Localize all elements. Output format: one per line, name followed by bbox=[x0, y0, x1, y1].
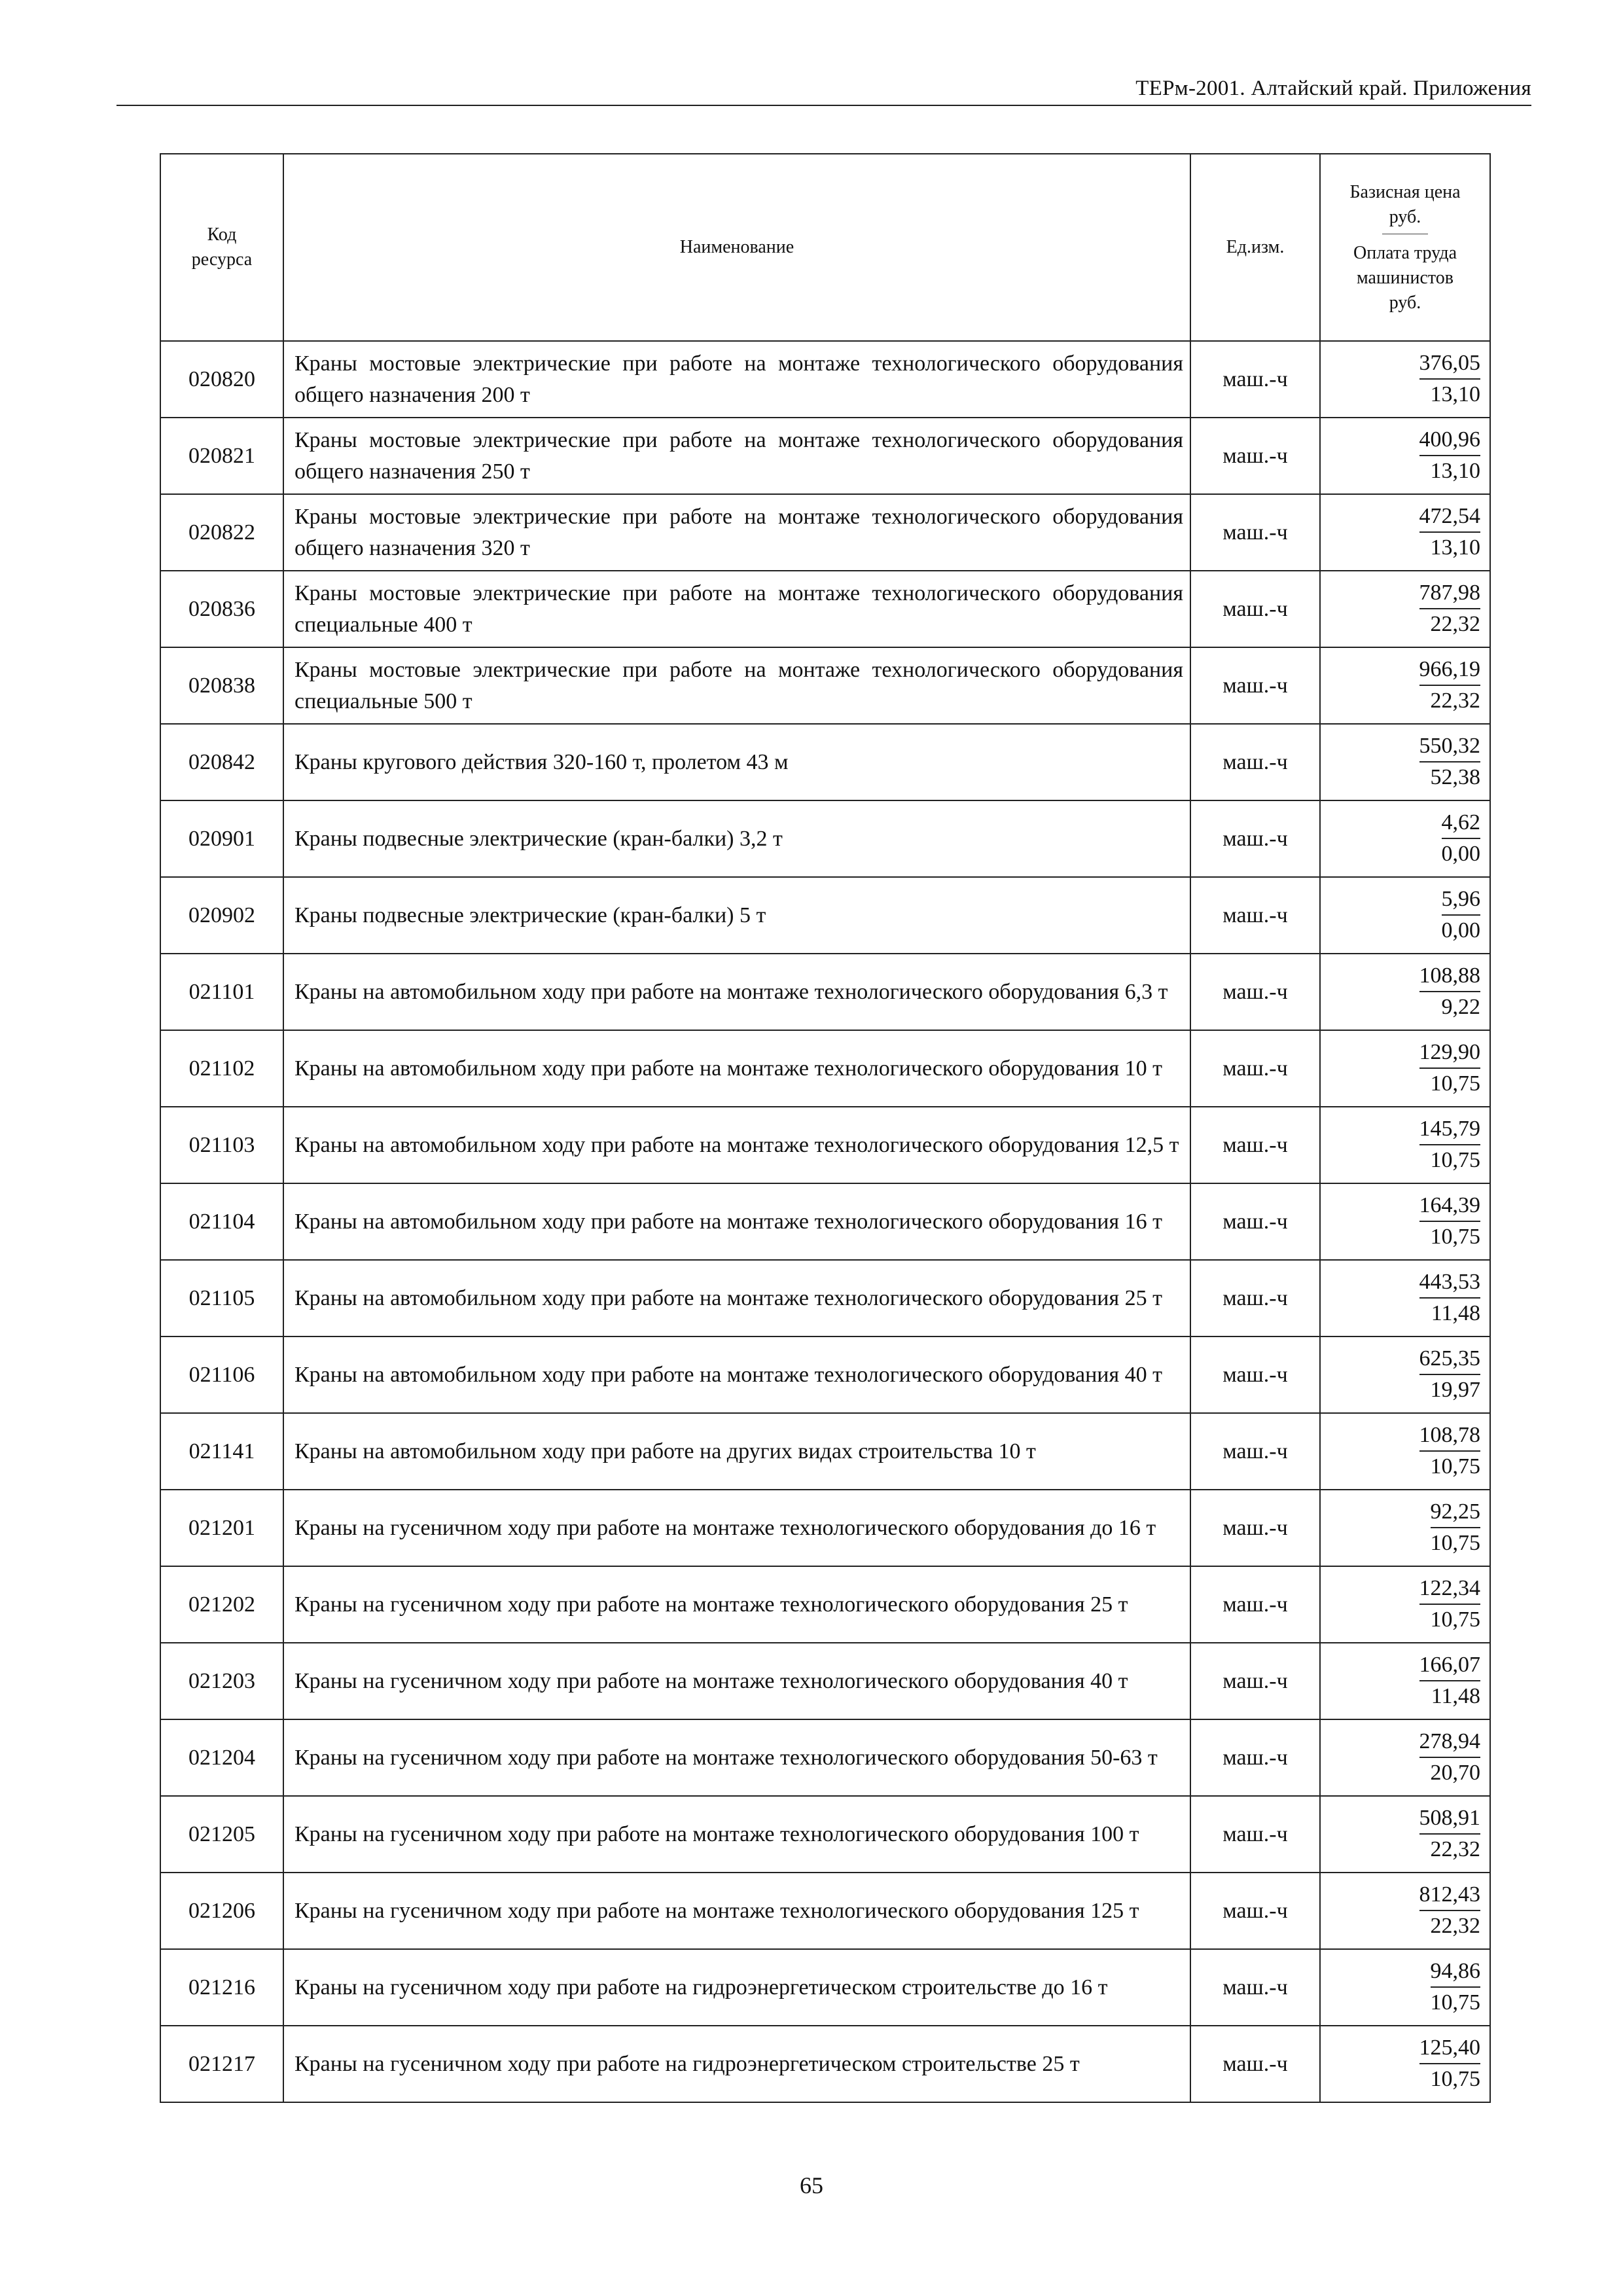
base-price: 5,96 bbox=[1442, 884, 1481, 916]
resource-name: Краны на гусеничном ходу при работе на монтаже технологического оборудования 40 т bbox=[283, 1643, 1190, 1719]
resource-name: Краны подвесные электрические (кран-балки) 5 т bbox=[283, 877, 1190, 954]
operator-wage: 10,75 bbox=[1430, 2067, 1480, 2091]
table-row bbox=[160, 494, 1490, 571]
price-fraction bbox=[1431, 1497, 1481, 1558]
operator-wage: 0,00 bbox=[1441, 842, 1480, 866]
resource-unit: маш.-ч bbox=[1190, 1336, 1320, 1413]
base-price: 92,25 bbox=[1431, 1497, 1481, 1528]
table-body bbox=[160, 341, 1490, 2102]
resource-unit: маш.-ч bbox=[1190, 1107, 1320, 1183]
table-row bbox=[160, 1336, 1490, 1413]
price-fraction bbox=[1419, 1880, 1481, 1941]
resource-name: Краны на гусеничном ходу при работе на монтаже технологического оборудования до 16 т bbox=[283, 1490, 1190, 1566]
base-price: 129,90 bbox=[1419, 1037, 1481, 1069]
price-fraction bbox=[1419, 1803, 1481, 1865]
base-price: 164,39 bbox=[1419, 1191, 1481, 1222]
resource-unit: маш.-ч bbox=[1190, 1413, 1320, 1490]
resource-price-cell bbox=[1320, 571, 1490, 647]
resource-name: Краны мостовые электрические при работе на монтаже технологического оборудования общего назначения 320 т bbox=[283, 494, 1190, 571]
resource-price-cell bbox=[1320, 1949, 1490, 2026]
price-fraction bbox=[1419, 1344, 1481, 1405]
table-row bbox=[160, 800, 1490, 877]
base-price: 400,96 bbox=[1419, 425, 1481, 456]
header-name: Наименование bbox=[283, 154, 1190, 341]
resource-unit: маш.-ч bbox=[1190, 1260, 1320, 1336]
resource-unit: маш.-ч bbox=[1190, 647, 1320, 724]
base-price: 376,05 bbox=[1419, 348, 1481, 380]
resource-name: Краны мостовые электрические при работе на монтаже технологического оборудования специальные 400 т bbox=[283, 571, 1190, 647]
resource-code: 021205 bbox=[160, 1796, 283, 1873]
table-row bbox=[160, 1719, 1490, 1796]
resource-name: Краны на автомобильном ходу при работе на других видах строительства 10 т bbox=[283, 1413, 1190, 1490]
operator-wage: 22,32 bbox=[1430, 1837, 1480, 1861]
resource-name: Краны мостовые электрические при работе на монтаже технологического оборудования общего назначения 200 т bbox=[283, 341, 1190, 418]
resource-unit: маш.-ч bbox=[1190, 1796, 1320, 1873]
base-price: 787,98 bbox=[1419, 578, 1481, 609]
resource-code: 020838 bbox=[160, 647, 283, 724]
operator-wage: 20,70 bbox=[1430, 1761, 1480, 1785]
operator-wage: 11,48 bbox=[1431, 1684, 1480, 1708]
base-price: 472,54 bbox=[1419, 501, 1481, 533]
resource-code: 020820 bbox=[160, 341, 283, 418]
resource-table bbox=[160, 153, 1491, 2103]
resource-code: 020821 bbox=[160, 418, 283, 494]
operator-wage: 10,75 bbox=[1430, 1531, 1480, 1555]
resource-code: 020842 bbox=[160, 724, 283, 800]
price-fraction bbox=[1419, 425, 1481, 486]
operator-wage: 11,48 bbox=[1431, 1301, 1480, 1325]
resource-unit: маш.-ч bbox=[1190, 1490, 1320, 1566]
resource-price-cell bbox=[1320, 1643, 1490, 1719]
operator-wage: 10,75 bbox=[1430, 1225, 1480, 1249]
base-price: 812,43 bbox=[1419, 1880, 1481, 1911]
price-fraction bbox=[1442, 808, 1481, 869]
operator-wage: 13,10 bbox=[1430, 459, 1480, 483]
price-fraction bbox=[1419, 2033, 1481, 2094]
operator-wage: 13,10 bbox=[1430, 382, 1480, 406]
resource-code: 021206 bbox=[160, 1873, 283, 1949]
resource-name: Краны на автомобильном ходу при работе на монтаже технологического оборудования 25 т bbox=[283, 1260, 1190, 1336]
resource-code: 021106 bbox=[160, 1336, 283, 1413]
resource-name: Краны на гусеничном ходу при работе на монтаже технологического оборудования 50-63 т bbox=[283, 1719, 1190, 1796]
resource-price-cell bbox=[1320, 1107, 1490, 1183]
resource-price-cell bbox=[1320, 1336, 1490, 1413]
resource-unit: маш.-ч bbox=[1190, 494, 1320, 571]
base-price: 166,07 bbox=[1419, 1650, 1481, 1681]
resource-code: 021217 bbox=[160, 2026, 283, 2102]
operator-wage: 0,00 bbox=[1441, 918, 1480, 942]
resource-name: Краны на гусеничном ходу при работе на гидроэнергетическом строительстве 25 т bbox=[283, 2026, 1190, 2102]
table-row bbox=[160, 954, 1490, 1030]
table-row bbox=[160, 647, 1490, 724]
operator-wage: 9,22 bbox=[1441, 995, 1480, 1019]
base-price: 625,35 bbox=[1419, 1344, 1481, 1375]
table-row bbox=[160, 1873, 1490, 1949]
resource-code: 021203 bbox=[160, 1643, 283, 1719]
table-row bbox=[160, 1643, 1490, 1719]
resource-code: 021103 bbox=[160, 1107, 283, 1183]
resource-code: 020901 bbox=[160, 800, 283, 877]
resource-unit: маш.-ч bbox=[1190, 1643, 1320, 1719]
resource-price-cell bbox=[1320, 1873, 1490, 1949]
header-wage-line1: Оплата труда bbox=[1353, 242, 1457, 263]
resource-unit: маш.-ч bbox=[1190, 2026, 1320, 2102]
price-fraction bbox=[1419, 1191, 1481, 1252]
resource-code: 020902 bbox=[160, 877, 283, 954]
resource-price-cell bbox=[1320, 418, 1490, 494]
resource-name: Краны подвесные электрические (кран-балки) 3,2 т bbox=[283, 800, 1190, 877]
header-wage-line3: руб. bbox=[1389, 292, 1421, 313]
base-price: 4,62 bbox=[1442, 808, 1481, 839]
resource-name: Краны на автомобильном ходу при работе на монтаже технологического оборудования 10 т bbox=[283, 1030, 1190, 1107]
resource-unit: маш.-ч bbox=[1190, 1719, 1320, 1796]
table-row bbox=[160, 418, 1490, 494]
price-fraction bbox=[1419, 1650, 1481, 1712]
table-row bbox=[160, 1796, 1490, 1873]
base-price: 108,78 bbox=[1419, 1420, 1481, 1452]
table-row bbox=[160, 1490, 1490, 1566]
resource-price-cell bbox=[1320, 1260, 1490, 1336]
resource-name: Краны мостовые электрические при работе на монтаже технологического оборудования специальные 500 т bbox=[283, 647, 1190, 724]
resource-price-cell bbox=[1320, 1566, 1490, 1643]
table-row bbox=[160, 1566, 1490, 1643]
operator-wage: 22,32 bbox=[1430, 1914, 1480, 1938]
header-unit: Ед.изм. bbox=[1190, 154, 1320, 341]
header-price-line2: руб. bbox=[1389, 206, 1421, 227]
table-row bbox=[160, 571, 1490, 647]
table-row bbox=[160, 1260, 1490, 1336]
base-price: 122,34 bbox=[1419, 1573, 1481, 1605]
price-fraction bbox=[1419, 1420, 1481, 1482]
resource-unit: маш.-ч bbox=[1190, 724, 1320, 800]
resource-price-cell bbox=[1320, 1490, 1490, 1566]
base-price: 94,86 bbox=[1431, 1956, 1481, 1988]
base-price: 145,79 bbox=[1419, 1114, 1481, 1145]
running-header bbox=[116, 72, 1531, 106]
operator-wage: 10,75 bbox=[1430, 1148, 1480, 1172]
header-price bbox=[1320, 154, 1490, 341]
resource-code: 021102 bbox=[160, 1030, 283, 1107]
price-fraction bbox=[1442, 884, 1481, 946]
resource-name: Краны мостовые электрические при работе на монтаже технологического оборудования общего назначения 250 т bbox=[283, 418, 1190, 494]
resource-price-cell bbox=[1320, 341, 1490, 418]
resource-code: 021216 bbox=[160, 1949, 283, 2026]
resource-code: 021202 bbox=[160, 1566, 283, 1643]
table-row bbox=[160, 877, 1490, 954]
price-fraction bbox=[1419, 1267, 1481, 1329]
table-row bbox=[160, 1949, 1490, 2026]
price-fraction bbox=[1419, 1727, 1481, 1788]
table-row bbox=[160, 724, 1490, 800]
operator-wage: 10,75 bbox=[1430, 1071, 1480, 1096]
resource-price-cell bbox=[1320, 1796, 1490, 1873]
resource-unit: маш.-ч bbox=[1190, 1030, 1320, 1107]
table-row bbox=[160, 1183, 1490, 1260]
resource-price-cell bbox=[1320, 877, 1490, 954]
resource-code: 020822 bbox=[160, 494, 283, 571]
price-fraction bbox=[1419, 961, 1481, 1022]
price-fraction bbox=[1419, 1114, 1481, 1175]
resource-name: Краны на автомобильном ходу при работе на монтаже технологического оборудования 40 т bbox=[283, 1336, 1190, 1413]
resource-price-cell bbox=[1320, 1719, 1490, 1796]
operator-wage: 22,32 bbox=[1430, 689, 1480, 713]
table-row bbox=[160, 2026, 1490, 2102]
header-title: ТЕРм-2001. Алтайский край. Приложения bbox=[1135, 77, 1531, 100]
resource-price-cell bbox=[1320, 1413, 1490, 1490]
resource-unit: маш.-ч bbox=[1190, 1949, 1320, 2026]
resource-code: 021101 bbox=[160, 954, 283, 1030]
base-price: 550,32 bbox=[1419, 731, 1481, 762]
price-fraction bbox=[1419, 1037, 1481, 1099]
resource-unit: маш.-ч bbox=[1190, 418, 1320, 494]
operator-wage: 19,97 bbox=[1430, 1378, 1480, 1402]
resource-code: 021204 bbox=[160, 1719, 283, 1796]
base-price: 125,40 bbox=[1419, 2033, 1481, 2064]
base-price: 966,19 bbox=[1419, 655, 1481, 686]
resource-unit: маш.-ч bbox=[1190, 1873, 1320, 1949]
page-number: 65 bbox=[800, 2172, 823, 2198]
price-fraction bbox=[1419, 348, 1481, 410]
resource-name: Краны кругового действия 320-160 т, пролетом 43 м bbox=[283, 724, 1190, 800]
price-fraction bbox=[1419, 501, 1481, 563]
resource-name: Краны на автомобильном ходу при работе на монтаже технологического оборудования 12,5 т bbox=[283, 1107, 1190, 1183]
resource-unit: маш.-ч bbox=[1190, 800, 1320, 877]
resource-name: Краны на автомобильном ходу при работе на монтаже технологического оборудования 6,3 т bbox=[283, 954, 1190, 1030]
price-fraction bbox=[1419, 655, 1481, 716]
price-fraction bbox=[1419, 578, 1481, 639]
base-price: 443,53 bbox=[1419, 1267, 1481, 1299]
table-row bbox=[160, 1413, 1490, 1490]
operator-wage: 13,10 bbox=[1430, 535, 1480, 560]
resource-code: 020836 bbox=[160, 571, 283, 647]
resource-price-cell bbox=[1320, 1030, 1490, 1107]
resource-unit: маш.-ч bbox=[1190, 954, 1320, 1030]
resource-name: Краны на автомобильном ходу при работе на монтаже технологического оборудования 16 т bbox=[283, 1183, 1190, 1260]
resource-code: 021141 bbox=[160, 1413, 283, 1490]
resource-price-cell bbox=[1320, 1183, 1490, 1260]
header-code-line2: ресурса bbox=[191, 249, 253, 270]
resource-unit: маш.-ч bbox=[1190, 341, 1320, 418]
resource-price-cell bbox=[1320, 2026, 1490, 2102]
header-wage-line2: машинистов bbox=[1357, 267, 1454, 288]
resource-unit: маш.-ч bbox=[1190, 571, 1320, 647]
table-row bbox=[160, 1107, 1490, 1183]
table-header-row bbox=[160, 154, 1490, 341]
resource-price-cell bbox=[1320, 494, 1490, 571]
header-code bbox=[160, 154, 283, 341]
operator-wage: 10,75 bbox=[1430, 1454, 1480, 1479]
base-price: 508,91 bbox=[1419, 1803, 1481, 1835]
price-fraction bbox=[1431, 1956, 1481, 2018]
resource-code: 021201 bbox=[160, 1490, 283, 1566]
operator-wage: 52,38 bbox=[1430, 765, 1480, 789]
table-row bbox=[160, 341, 1490, 418]
operator-wage: 22,32 bbox=[1430, 612, 1480, 636]
price-fraction bbox=[1419, 1573, 1481, 1635]
resource-name: Краны на гусеничном ходу при работе на монтаже технологического оборудования 25 т bbox=[283, 1566, 1190, 1643]
resource-code: 021104 bbox=[160, 1183, 283, 1260]
resource-unit: маш.-ч bbox=[1190, 1566, 1320, 1643]
resource-unit: маш.-ч bbox=[1190, 1183, 1320, 1260]
operator-wage: 10,75 bbox=[1430, 1990, 1480, 2015]
operator-wage: 10,75 bbox=[1430, 1607, 1480, 1632]
price-fraction bbox=[1419, 731, 1481, 793]
resource-price-cell bbox=[1320, 954, 1490, 1030]
resource-price-cell bbox=[1320, 724, 1490, 800]
resource-name: Краны на гусеничном ходу при работе на гидроэнергетическом строительстве до 16 т bbox=[283, 1949, 1190, 2026]
resource-price-cell bbox=[1320, 800, 1490, 877]
header-price-line1: Базисная цена bbox=[1349, 181, 1461, 202]
resource-name: Краны на гусеничном ходу при работе на монтаже технологического оборудования 125 т bbox=[283, 1873, 1190, 1949]
header-code-line1: Код bbox=[207, 224, 237, 245]
resource-price-cell bbox=[1320, 647, 1490, 724]
table-row bbox=[160, 1030, 1490, 1107]
base-price: 278,94 bbox=[1419, 1727, 1481, 1758]
base-price: 108,88 bbox=[1419, 961, 1481, 992]
resource-name: Краны на гусеничном ходу при работе на монтаже технологического оборудования 100 т bbox=[283, 1796, 1190, 1873]
resource-unit: маш.-ч bbox=[1190, 877, 1320, 954]
resource-code: 021105 bbox=[160, 1260, 283, 1336]
